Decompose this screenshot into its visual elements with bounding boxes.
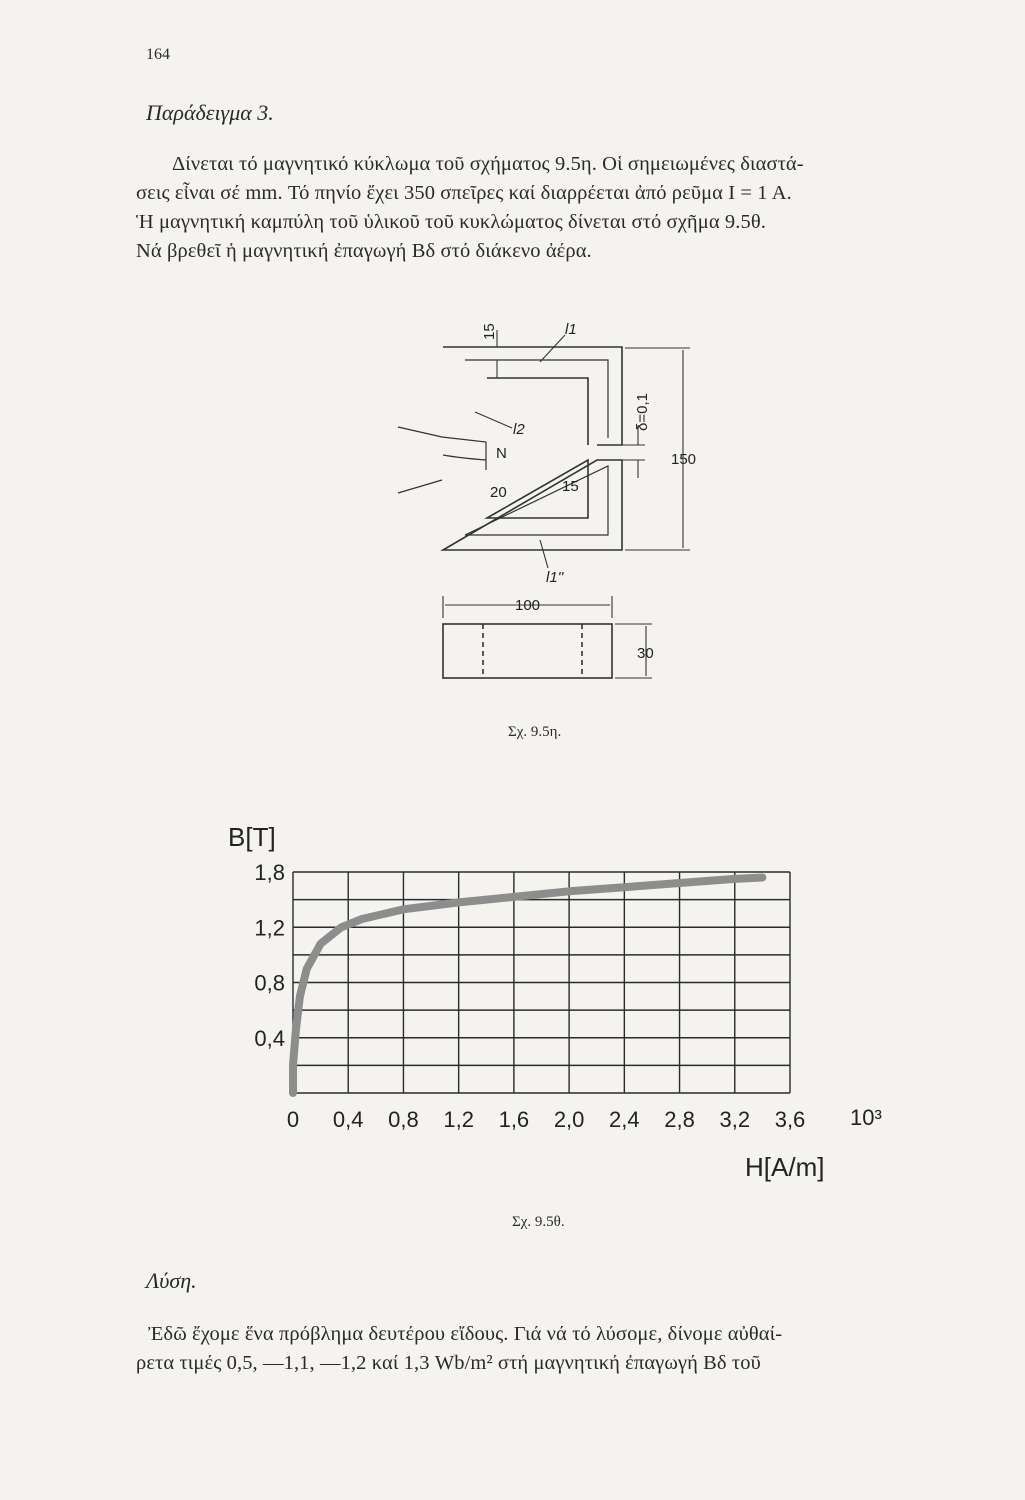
y-axis-label: B[T] bbox=[228, 822, 276, 852]
gap-marker bbox=[597, 425, 645, 478]
width-label: 100 bbox=[515, 597, 541, 614]
y-tick-label: 0,8 bbox=[254, 970, 285, 996]
x-tick-label: 0,8 bbox=[388, 1107, 419, 1132]
x-tick-label: 1,6 bbox=[498, 1107, 530, 1132]
coil-lead-bottom bbox=[398, 480, 442, 493]
l1-label: l1 bbox=[565, 321, 577, 338]
dim-width-line bbox=[443, 596, 612, 618]
x-tick-label: 1,2 bbox=[443, 1107, 474, 1132]
y-tick-label: 1,2 bbox=[254, 915, 285, 941]
x-axis-label: H[A/m] bbox=[745, 1152, 825, 1182]
problem-line: Νά βρεθεῖ ἡ μαγνητική ἐπαγωγή Bδ στό διάκενο ἀέρα. bbox=[136, 240, 592, 262]
side-view-hidden-lines bbox=[483, 624, 582, 678]
gap-label: δ=0,1 bbox=[634, 393, 651, 431]
coil-label: N bbox=[496, 445, 507, 462]
x-tick-label: 0,4 bbox=[332, 1107, 364, 1132]
core-inner-outline bbox=[487, 378, 588, 518]
solution-line: Ἐδῶ ἔχομε ἕνα πρόβλημα δευτέρου εἴδους. Γιά νά τό λύσομε, δίνομε αὐθαί- bbox=[148, 1323, 783, 1345]
x-multiplier-label: 10³ bbox=[850, 1105, 882, 1130]
problem-line: σεις εἶναι σέ mm. Τό πηνίο ἔχει 350 σπεῖρες καί διαρρέεται ἀπό ρεῦμα I = 1 A. bbox=[136, 182, 792, 204]
l2-label: l2 bbox=[513, 421, 525, 438]
dim-height-line bbox=[625, 348, 690, 550]
coil-winding bbox=[443, 455, 486, 460]
bh-curve-series bbox=[293, 878, 762, 1094]
dim-depth-line bbox=[615, 624, 652, 678]
l1dd-label: l1'' bbox=[546, 569, 564, 586]
problem-statement bbox=[136, 150, 956, 266]
y-tick-label: 0,4 bbox=[254, 1025, 285, 1051]
coil-lead-top bbox=[398, 427, 486, 470]
y-tick-label: 1,8 bbox=[254, 860, 285, 885]
core-outer-outline bbox=[443, 347, 622, 550]
l2-leader bbox=[475, 412, 512, 428]
x-tick-label: 2,0 bbox=[553, 1107, 585, 1132]
solution-text bbox=[136, 1320, 956, 1378]
l1dd-leader bbox=[540, 540, 548, 568]
dim-top-label: 15 bbox=[481, 323, 498, 340]
example-heading: Παράδειγμα 3. bbox=[146, 100, 274, 125]
leg-right-label: 15 bbox=[562, 478, 579, 495]
problem-line: Δίνεται τό μαγνητικό κύκλωμα τοῦ σχήματος 9.5η. Οἱ σημειωμένες διαστά- bbox=[172, 153, 804, 175]
solution-heading: Λύση. bbox=[146, 1268, 197, 1293]
mean-path bbox=[465, 360, 608, 535]
x-tick-label: 2,4 bbox=[609, 1107, 640, 1132]
leg-left-label: 20 bbox=[490, 484, 507, 501]
x-tick-label: 3,2 bbox=[719, 1107, 751, 1132]
depth-label: 30 bbox=[637, 645, 654, 662]
problem-line: Ἡ μαγνητική καμπύλη τοῦ ὑλικοῦ τοῦ κυκλώματος δίνεται στό σχῆμα 9.5θ. bbox=[136, 211, 766, 233]
height-label: 150 bbox=[671, 451, 697, 468]
figure2-caption: Σχ. 9.5θ. bbox=[512, 1214, 565, 1230]
x-tick-label: 0 bbox=[286, 1107, 300, 1132]
l1-leader bbox=[540, 335, 565, 362]
x-tick-label: 2,8 bbox=[664, 1107, 695, 1132]
page-number: 164 bbox=[146, 46, 170, 63]
x-tick-label: 3,6 bbox=[774, 1107, 806, 1132]
solution-line: ρετα τιμές 0,5, —1,1, —1,2 καί 1,3 Wb/m² στή μαγνητική ἐπαγωγή Bδ τοῦ bbox=[136, 1352, 761, 1374]
figure1-caption: Σχ. 9.5η. bbox=[508, 724, 562, 740]
core-side-view bbox=[443, 624, 612, 678]
